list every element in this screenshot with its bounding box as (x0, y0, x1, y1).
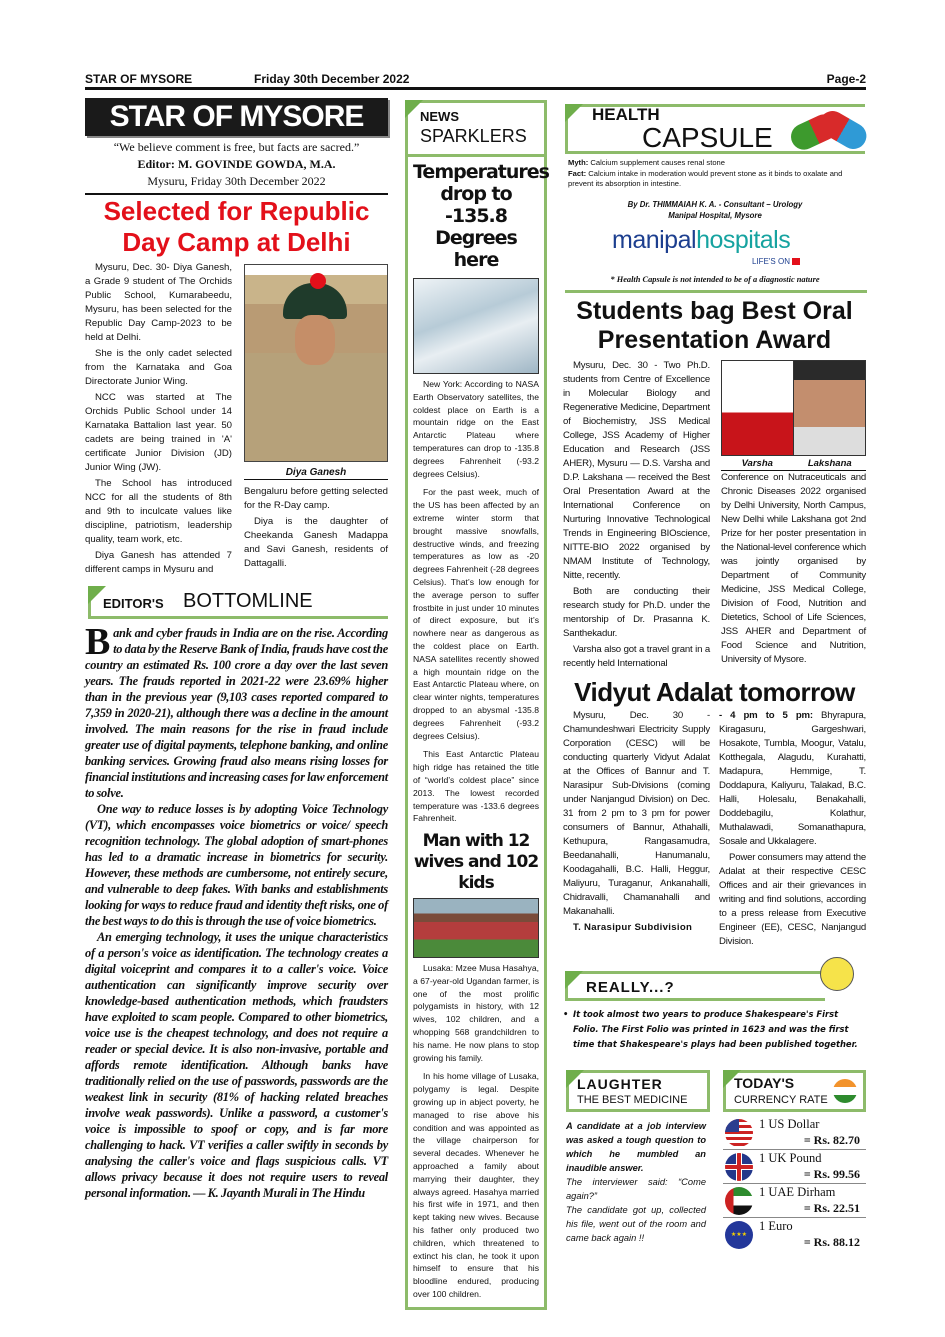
currency-value: = Rs. 88.12 (803, 1235, 860, 1249)
paragraph: Bengaluru before getting selected for the R-Day camp. (244, 486, 388, 511)
laughter-header (566, 1070, 710, 1112)
divider (85, 193, 388, 195)
article-column-2 (719, 709, 866, 951)
laughter-section (566, 1070, 710, 1245)
antarctic-photo (413, 278, 539, 374)
currency-section (723, 1070, 866, 1252)
paragraph: This East Antarctic Plateau high ridge has retained the title of “world’s coldest place” since 2013. The lowest recorded temperature was -133.6 degrees Fahrenheit. (413, 749, 539, 824)
really-label: REALLY...? (586, 979, 675, 996)
joke-line: The interviewer said: “Come again?” (566, 1177, 706, 1201)
disclaimer: * Health Capsule is not intended to be of a diagnostic nature (610, 275, 820, 284)
laughter-label-big: LAUGHTER (577, 1076, 663, 1092)
uae-flag-icon (725, 1187, 753, 1215)
logo-tagline (752, 257, 800, 267)
dateline: Mysuru, Friday 30th December 2022 (147, 174, 326, 188)
paragraph: Conference on Nutraceuticals and Chronic Diseases 2022 organised by Delhi University, North Campus, New Delhi while Lakshana got 2nd Prize for her poster presentation in the National-level conference which was jointly organised by Department of Community Medicine, JSS Medical College, Division of Food, Nutrition and Dietetics, School of Life Sciences, JSS AHER and Department of Food Science and Nutrition, University of Mysore. (721, 472, 866, 665)
byline-hospital: Manipal Hospital, Mysore (668, 211, 762, 220)
article-headline: Vidyut Adalat tomorrow (574, 677, 855, 707)
photo-diya-ganesh (244, 264, 388, 462)
paragraph: An emerging technology, it uses the unique characteristics of a person's voice as identification. The technology creates a digital voiceprint and compares it to a caller's voice. Voice authentication can significantly improve security over knowledge-based authentication methods, which fraudsters have exploited to scam people. Compared to other biometrics, voice use is the cheapest technology, and does not require a reader or special device. It is also non-invasive, portable and affords remote identification. Although banks have traditionally relied on the use of passwords, passwords are the weakest link in security (81% of hacking related breaches involve weak passwords). Unlike a password, a customer's voice is impossible to spoof or copy, and is far more challenging to hack. VT verifies a caller swiftly in seconds by analysing the caller's voice and flags suspicious calls. VT allows privacy because it does not require users to reveal personal information. — K. Jayanth Murali in The Hindu (85, 930, 388, 1200)
joke-setup: A candidate at a job interview was asked a tough question to which he mumbled an inaudible answer. (566, 1121, 706, 1173)
paragraph: Mysuru, Dec. 30- Diya Ganesh, a Grade 9 student of The Orchids Public School, Kumarabeedu, Mysuru, has been selected for the Republic Day Camp-2023 to be held at Delhi. (85, 262, 232, 343)
award-right (721, 360, 866, 667)
photo-varsha (722, 361, 794, 455)
vidyut-body (563, 709, 866, 951)
article-right (244, 264, 388, 573)
laughter-label-small: THE BEST MEDICINE (577, 1094, 688, 1106)
currency-value: = Rs. 82.70 (803, 1133, 860, 1147)
story-headline: Man with 12 wives and 102 kids (413, 831, 539, 894)
editorial-label-small: EDITOR'S (103, 596, 164, 611)
paragraph: One way to reduce losses is by adopting Voice Technology (VT), which encompasses voice biometrics or voice/ speech recognition technology. The global adoption of smart-phones has led to a dramatic increase in biometrics for security. However, these methods are cumbersome, not entirely secure, and vulnerable to deep fakes. With banks and establishments looking for ways to reduce fraud and identity theft risks, one of the best ways to do this is through the use of voice biometrics. (85, 802, 388, 928)
currency-name: 1 US Dollar (759, 1117, 820, 1131)
editor-line: Editor: M. GOVINDE GOWDA, M.A. (137, 157, 336, 171)
health-capsule-header (565, 104, 865, 154)
article-column-1 (563, 359, 710, 673)
article-column-2 (244, 485, 388, 571)
laughter-joke (566, 1119, 706, 1245)
currency-row (723, 1150, 866, 1184)
pill-icon (815, 106, 871, 154)
article-headline: Students bag Best Oral Presentation Award (576, 297, 853, 354)
fact-text: It took almost two years to produce Shakespeare's First Folio. The First Folio was printed in 1623 and was the first time that Shakespeare's plays had been published together. (573, 1009, 858, 1049)
article-body (85, 261, 388, 579)
right-column (563, 297, 866, 1252)
corner-flag-icon (405, 100, 423, 118)
divider (565, 290, 867, 293)
currency-label-small: CURRENCY RATE (734, 1094, 828, 1106)
subhead: T. Narasipur Subdivision (573, 922, 693, 933)
story-body (413, 378, 539, 825)
lightbulb-mascot-icon (820, 957, 854, 991)
paragraph: Diya Ganesh has attended 7 different camps in Mysuru and (85, 550, 232, 575)
face (295, 315, 335, 365)
myth-text: Calcium supplement causes renal stone (588, 158, 726, 167)
editorial-body (85, 621, 388, 1201)
byline: By Dr. THIMMAIAH K. A. - Consultant – Urology (627, 200, 803, 209)
story-headline: Temperatures drop to -135.8 Degrees here (413, 161, 549, 271)
caption: Lakshana (807, 458, 852, 469)
bottom-boxes (563, 1070, 866, 1252)
paragraph: Both are conducting their research study for Ph.D. under the mentorship of Dr. Prasanna K. Santhekadur. (563, 586, 710, 639)
currency-row (723, 1184, 866, 1218)
masthead-logo: STAR OF MYSORE (85, 98, 388, 136)
fact-label: Fact: (568, 168, 587, 178)
currency-value: = Rs. 22.51 (803, 1201, 860, 1215)
fact-text: Calcium intake in moderation would prevent stone as it binds to oxalate and prevent its absorption in intestine. (568, 168, 843, 189)
myth-label: Myth: (568, 158, 589, 167)
motto: “We believe comment is free, but facts are sacred.” (113, 140, 360, 154)
paragraph: In his home village of Lusaka, polygamy is legal. Despite growing up in abject poverty, he managed to rise above his condition and was appointed as the village chairperson for several decades. Whenever he approached a family about marrying their daughter, they always agreed. Hasahya married his first wife in 1971, and then kept taking new wives. Because his father only produced two children, which threatened to extinct his clan, he took it upon himself to ensure that his bloodline endured, producing over 100 children. (413, 1071, 539, 1300)
paragraph: Lusaka: Mzee Musa Hasahya, a 67-year-old Ugandan farmer, is one of the most prolific polygamists in history, with 12 wives, 102 children, and a whopping 568 grandchildren to his name. He now plans to stop growing his family. (413, 963, 539, 1063)
really-header (565, 971, 825, 1001)
health-label-big: CAPSULE (642, 122, 773, 153)
paragraph: For the past week, much of the US has been affected by an extreme winter storm that brought massive snowfalls, destructive winds, and freezing temperatures as low as -20 degrees Fahrenheit (-28 degrees Celsius). That’s low enough for the average person to suffer frostbite in just under 10 minutes of direct exposure, but it’s nowhere near as dangerous as the coldest place on Earth. NASA satellites recently showed a high mountain ridge on the East Antarctic Plateau where, on clear winter nights, temperatures dropped to an abysmal -135.8 degrees Fahrenheit (-93.2 degrees Celsius). (413, 487, 539, 741)
paragraph: Mysuru, Dec. 30 - Chamundeshwari Electricity Supply Corporation (CESC) will be conducting quarterly Vidyut Adalat at the Offices of Bannur and T. Narasipur Sub-Divisions (coming under Nanjangud Division) on Dec. 31 from 2 pm to 3 pm for power consumers of Bannur, Athahalli, Kethupura, Rangasamudra, Beedanahalli, Hanumanalu, Koodagahalli, B.C. Halli, Heggur, Maliyuru, Turaganur, Ankanahalli, Chidravalli, Chamanahalli and Makanahalli. (563, 710, 710, 917)
article-column-1 (85, 261, 232, 579)
paragraph: ank and cyber frauds in India are on the rise. According to data by the Reserve Bank of India, frauds have cost the country an estimated Rs. 100 crore a day over the last seven years. The frauds reported in 2021-22 were 23.69% higher than in the previous year (9,103 cases reported compared to 7,359 in 2020-21), although there was a decline in the amount involved. The main reasons for the rise in fraud include greater use of digital payments, telephone banking, and online banking services. Growing fraud also means rising losses for financial institutions and increasing cases for law enforcement to solve. (85, 626, 388, 800)
paragraph: Varsha also got a travel grant in a recently held International (563, 644, 710, 669)
family-photo (413, 898, 539, 958)
dropcap: B (85, 621, 111, 663)
really-section (563, 969, 866, 1003)
currency-row (723, 1218, 866, 1252)
article-column-1 (563, 709, 710, 937)
masthead-info (85, 139, 388, 190)
health-label-small: HEALTH (592, 105, 660, 124)
paper-name: STAR OF MYSORE (85, 72, 193, 86)
paragraph: Diya is the daughter of Cheekanda Ganesh Madappa and Savi Ganesh, residents of Dattagalli. (244, 516, 388, 569)
corner-flag-icon (565, 104, 583, 122)
article-column-2 (721, 471, 866, 667)
paragraph: Mysuru, Dec. 30 - Two Ph.D. students from Centre of Excellence in Molecular Biology and Regenerative Medicine, Department of Biochemistry, JSS Medical College, JSS Academy of Higher Education and Research (JSS AHER), Mysuru — D.S. Varsha and D.P. Lakshana — received the Best Oral Presentation Award at the International Conference on Nurturing Innovative Technological Trends in Engineering BIOscience, NITTE-BIO 2022 organised by NMAM Institute of Technology, Nitte, recently. (563, 360, 710, 581)
editorial-header (88, 587, 388, 619)
uk-flag-icon (725, 1153, 753, 1181)
photos-students (721, 360, 866, 456)
caption: Varsha (741, 458, 773, 469)
eu-flag-icon: ★★★ (725, 1221, 753, 1249)
page-header (85, 70, 866, 90)
tagline: LIFE'S ON (752, 257, 790, 266)
really-text (563, 1007, 866, 1052)
currency-name: 1 UK Pound (759, 1151, 822, 1165)
photo-lakshana (794, 361, 865, 455)
photo-caption: Diya Ganesh (244, 466, 388, 480)
paragraph: Power consumers may attend the Adalat at their respective CESC Offices and air their grievances in writing and find solutions, according to a press release from Executive Engineer (EE), CESC, Nanjangud Division. (719, 852, 866, 947)
editorial-label-big: BOTTOMLINE (183, 590, 313, 612)
joke-punchline: The candidate got up, collected his file, went out of the room and came back again !! (566, 1205, 706, 1243)
sparklers-label-small: NEWS (420, 109, 459, 124)
currency-value: = Rs. 99.56 (803, 1167, 860, 1181)
plus-icon (792, 258, 800, 265)
manipal-logo (612, 226, 790, 254)
award-body (563, 359, 866, 673)
currency-name: 1 Euro (759, 1219, 793, 1233)
currency-name: 1 UAE Dirham (759, 1185, 836, 1199)
us-flag-icon (725, 1119, 753, 1147)
logo-part: manipal (612, 226, 697, 254)
story-body (413, 962, 539, 1301)
paragraph: She is the only cadet selected from the Karnataka and Goa Directorate Junior Wing. (85, 348, 232, 387)
page-number: Page-2 (826, 72, 866, 86)
news-sparklers-box (405, 100, 547, 1310)
currency-header (723, 1070, 866, 1112)
left-column (85, 196, 388, 1201)
paragraph: Bhyrapura, Kiragasuru, Gargeshwari, Hosakote, Tumbla, Moogur, Vatalu, Kotthegala, Alagudu, Kurahatti, Madapura, Hemmige, T. Doddapura, Kaliyuru, Talakad, B.C. Halli, Holesalu, Benakahalli, Doddebagilu, Kolathur, Muthalawadi, Somanathapura, Sosale and Ukkalagere. (719, 710, 866, 847)
article-headline: Selected for Republic Day Camp at Delhi (103, 196, 370, 257)
corner-flag-icon (565, 971, 583, 989)
bullet-icon: • (563, 1009, 569, 1019)
time-label: - 4 pm to 5 pm: (719, 710, 813, 721)
health-myth-fact (568, 158, 866, 190)
paragraph: New York: According to NASA Earth Observatory satellites, the coldest place on Earth is a mountain ridge on the East Antarctic Plateau where temperatures can drop to -135.8 degrees Fahrenheit (-93.2 degrees Celsius). (413, 379, 539, 479)
issue-date: Friday 30th December 2022 (254, 72, 410, 86)
logo-part: hospitals (696, 226, 791, 254)
currency-list (723, 1116, 866, 1252)
paragraph: NCC was started at The Orchids Public School under 14 Karnataka Battalion last year. 50 cadets are being trained in 'A' certificate Junior Division (JD) Junior Wing (JW). (85, 392, 232, 473)
photo-captions (721, 458, 866, 471)
currency-label-big: TODAY'S (734, 1075, 795, 1091)
sparklers-label-big: SPARKLERS (420, 126, 527, 146)
india-flag-icon (833, 1079, 857, 1103)
currency-row (723, 1116, 866, 1150)
paragraph: The School has introduced NCC for all the students of 8th and 9th to inculcate values like discipline, patriotism, leadership quality, team work, etc. (85, 478, 232, 545)
health-byline (565, 199, 865, 221)
hackle (310, 273, 326, 289)
